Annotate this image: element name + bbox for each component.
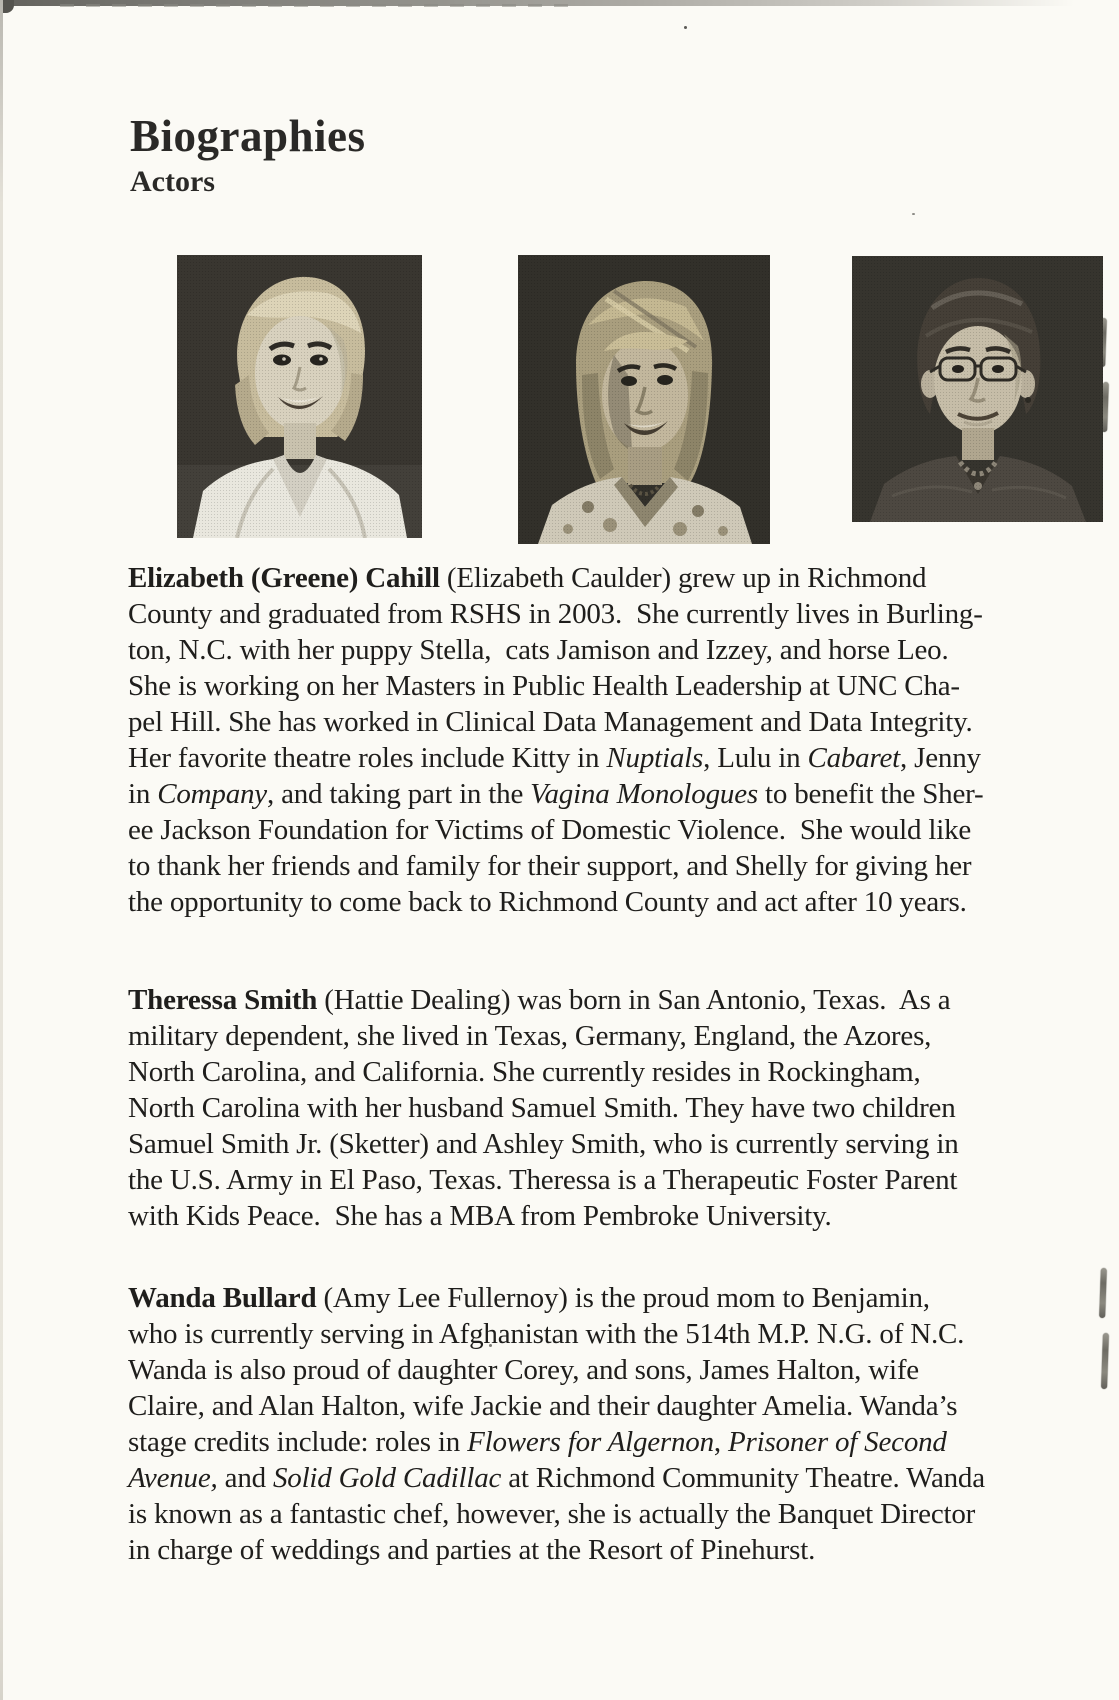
scan-top-edge-artifact	[60, 4, 580, 7]
text-run: stage credits include: roles in	[128, 1426, 468, 1458]
bio-line	[128, 1198, 1028, 1234]
bio-line	[128, 1018, 1028, 1054]
bio-line	[128, 560, 1028, 596]
portrait-illustration	[518, 255, 770, 544]
text-run: with Kids Peace. She has a MBA from Pembroke University.	[128, 1200, 832, 1232]
text-run: ,	[713, 1426, 729, 1458]
bio-line	[128, 632, 1028, 668]
section-subtitle: Actors	[130, 164, 215, 198]
text-run: in charge of weddings and parties at the Resort of Pinehurst.	[128, 1534, 816, 1566]
bio-line	[128, 1316, 1028, 1352]
bio-line	[128, 812, 1028, 848]
bio-paragraph-wanda-bullard	[128, 1280, 1028, 1568]
text-run: Flowers for Algernon	[467, 1426, 714, 1458]
bio-line	[128, 1090, 1028, 1126]
text-run: Wanda Bullard	[128, 1282, 317, 1314]
text-run: to benefit the Sher-	[757, 778, 984, 810]
text-run: and	[217, 1462, 273, 1494]
text-run: Her favorite theatre roles include Kitty in	[128, 742, 607, 774]
bio-line	[128, 884, 1028, 920]
text-run: North Carolina, and California. She currently resides in Rockingham,	[128, 1056, 921, 1088]
portrait-illustration	[852, 256, 1103, 522]
bio-line	[128, 1352, 1028, 1388]
bio-line	[128, 668, 1028, 704]
bio-line	[128, 982, 1028, 1018]
text-run: , Jenny	[900, 742, 981, 774]
scan-mark	[1099, 1268, 1107, 1318]
text-run: ee Jackson Foundation for Victims of Domestic Violence. She would like	[128, 814, 972, 846]
text-run: to thank her friends and family for their support, and Shelly for giving her	[128, 850, 972, 882]
bio-line	[128, 704, 1028, 740]
bio-line	[128, 1496, 1028, 1532]
text-run: Wanda is also proud of daughter Corey, and sons, James Halton, wife	[128, 1354, 919, 1386]
scan-left-edge-artifact	[0, 0, 3, 1700]
wanda-bullard-photo	[852, 256, 1103, 522]
bio-line	[128, 1162, 1028, 1198]
portrait-illustration	[177, 255, 422, 538]
text-run: County and graduated from RSHS in 2003. She currently lives in Burling-	[128, 598, 983, 630]
elizabeth-cahill-photo	[177, 255, 422, 538]
text-run: the opportunity to come back to Richmond County and act after 10 years.	[128, 886, 967, 918]
text-run: (Hattie Dealing) was born in San Antonio, Texas. As a	[317, 984, 951, 1016]
text-run: who is currently serving in Afghanistan with the 514th M.P. N.G. of N.C.	[128, 1318, 965, 1350]
text-run: Avenue,	[128, 1462, 218, 1494]
scan-mark	[1101, 1333, 1109, 1389]
bio-line	[128, 1460, 1028, 1496]
bio-line	[128, 848, 1028, 884]
bio-line	[128, 1532, 1028, 1568]
bio-line	[128, 596, 1028, 632]
text-run: Company	[157, 778, 267, 810]
text-run: Nuptials	[606, 742, 704, 774]
scan-speck	[684, 26, 687, 29]
text-run: is known as a fantastic chef, however, she is actually the Banquet Director	[128, 1498, 976, 1530]
text-run: She is working on her Masters in Public Health Leadership at UNC Cha-	[128, 670, 960, 702]
text-run: Claire, and Alan Halton, wife Jackie and their daughter Amelia. Wanda’s	[128, 1390, 958, 1422]
bio-line	[128, 776, 1028, 812]
page-header	[130, 112, 366, 199]
bio-line	[128, 1054, 1028, 1090]
text-run: Elizabeth (Greene) Cahill	[128, 562, 440, 594]
biographies	[128, 560, 1028, 1568]
text-run: , Lulu in	[703, 742, 808, 774]
text-run: Solid Gold Cadillac	[272, 1462, 502, 1494]
text-run: the U.S. Army in El Paso, Texas. Theressa is a Therapeutic Foster Parent	[128, 1164, 958, 1196]
text-run: North Carolina with her husband Samuel Smith. They have two children	[128, 1092, 956, 1124]
text-run: ton, N.C. with her puppy Stella, cats Jamison and Izzey, and horse Leo.	[128, 634, 949, 666]
bio-line	[128, 1388, 1028, 1424]
bio-line	[128, 1424, 1028, 1460]
text-run: Prisoner of Second	[728, 1426, 947, 1458]
text-run: Cabaret	[807, 742, 901, 774]
text-run: military dependent, she lived in Texas, Germany, England, the Azores,	[128, 1020, 932, 1052]
bio-line	[128, 1280, 1028, 1316]
text-run: (Elizabeth Caulder) grew up in Richmond	[439, 562, 927, 594]
text-run: (Amy Lee Fullernoy) is the proud mom to Benjamin,	[316, 1282, 930, 1314]
text-run: Vagina Monologues	[530, 778, 758, 810]
bio-line	[128, 740, 1028, 776]
theressa-smith-photo	[518, 255, 770, 544]
text-run: at Richmond Community Theatre. Wanda	[501, 1462, 985, 1494]
text-run: in	[128, 778, 158, 810]
scan-speck	[912, 213, 915, 215]
text-run: Theressa Smith	[128, 984, 318, 1016]
text-run: pel Hill. She has worked in Clinical Data Management and Data Integrity.	[128, 706, 973, 738]
text-run: Samuel Smith Jr. (Sketter) and Ashley Smith, who is currently serving in	[128, 1128, 959, 1160]
bio-paragraph-elizabeth-greene-cahill	[128, 560, 1028, 920]
bio-paragraph-theressa-smith	[128, 982, 1028, 1234]
bio-line	[128, 1126, 1028, 1162]
text-run: , and taking part in the	[266, 778, 531, 810]
page-title: Biographies	[130, 111, 366, 161]
